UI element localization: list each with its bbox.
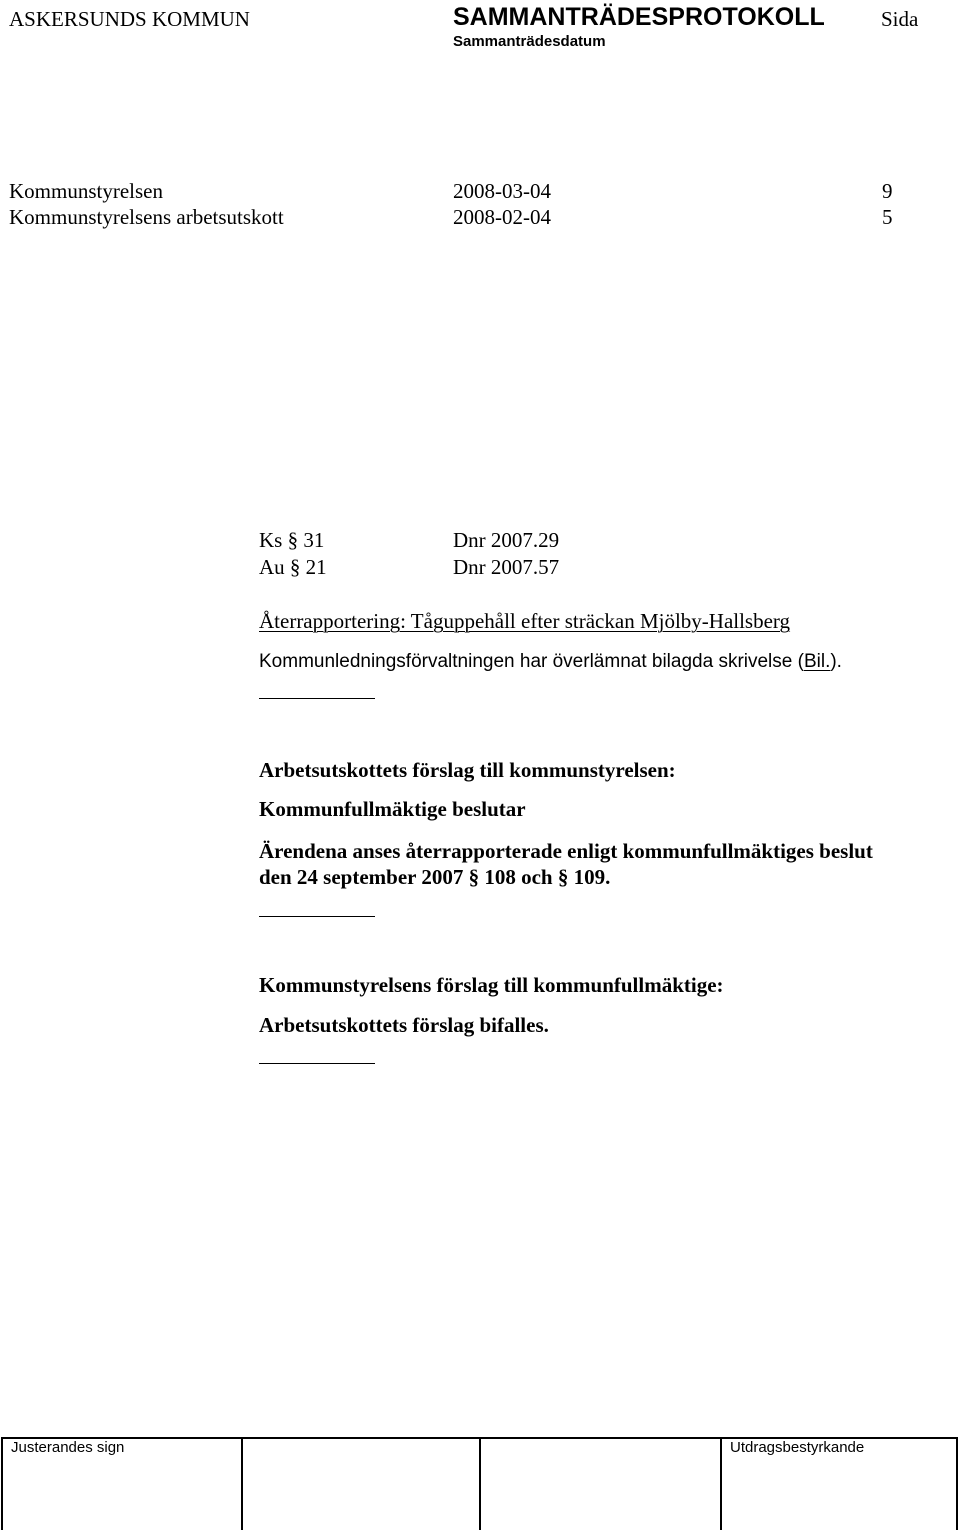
intro-end: ).	[830, 651, 842, 672]
ks-proposal-heading: Kommunstyrelsens förslag till kommunfullmäktige:	[259, 973, 724, 997]
diary-number: Dnr 2007.57	[453, 555, 560, 579]
signature-label: Justerandes sign	[11, 1439, 125, 1456]
municipality-name: ASKERSUNDS KOMMUN	[9, 7, 250, 31]
diary-number: Dnr 2007.29	[453, 528, 560, 552]
meeting-date: 2008-03-04	[453, 179, 551, 203]
divider	[259, 1063, 375, 1064]
divider	[259, 916, 375, 917]
paragraph-ref: Ks § 31	[259, 528, 325, 552]
intro-text: Kommunledningsförvaltningen har överlämnat bilagda skrivelse (	[259, 651, 804, 672]
meeting-page: 9	[882, 179, 893, 203]
page-label: Sida	[881, 7, 919, 31]
divider	[259, 698, 375, 699]
signature-label: Utdragsbestyrkande	[730, 1439, 865, 1456]
signature-cell-justerandes	[2, 1438, 242, 1530]
intro-paragraph	[259, 651, 842, 673]
meeting-body: Kommunstyrelsens arbetsutskott	[9, 205, 284, 229]
signature-cell	[242, 1438, 480, 1530]
meeting-body: Kommunstyrelsen	[9, 179, 163, 203]
paragraph-ref: Au § 21	[259, 555, 327, 579]
au-proposal-heading: Arbetsutskottets förslag till kommunstyrelsen:	[259, 758, 676, 782]
au-proposal-line: Ärendena anses återrapporterade enligt kommunfullmäktiges beslut	[259, 839, 873, 863]
signature-cell	[480, 1438, 721, 1530]
au-proposal-line: Kommunfullmäktige beslutar	[259, 797, 526, 821]
signature-cell-utdrag	[721, 1438, 957, 1530]
signature-table	[1, 1437, 958, 1530]
meeting-date: 2008-02-04	[453, 205, 551, 229]
subject-heading: Återrapportering: Tåguppehåll efter sträckan Mjölby-Hallsberg	[259, 609, 791, 633]
meeting-date-label: Sammanträdesdatum	[453, 33, 606, 50]
meeting-page: 5	[882, 205, 893, 229]
au-proposal-line: den 24 september 2007 § 108 och § 109.	[259, 865, 611, 889]
document-type: SAMMANTRÄDESPROTOKOLL	[453, 3, 825, 31]
attachment-link[interactable]: Bil.	[803, 651, 831, 672]
ks-proposal-line: Arbetsutskottets förslag bifalles.	[259, 1013, 549, 1037]
